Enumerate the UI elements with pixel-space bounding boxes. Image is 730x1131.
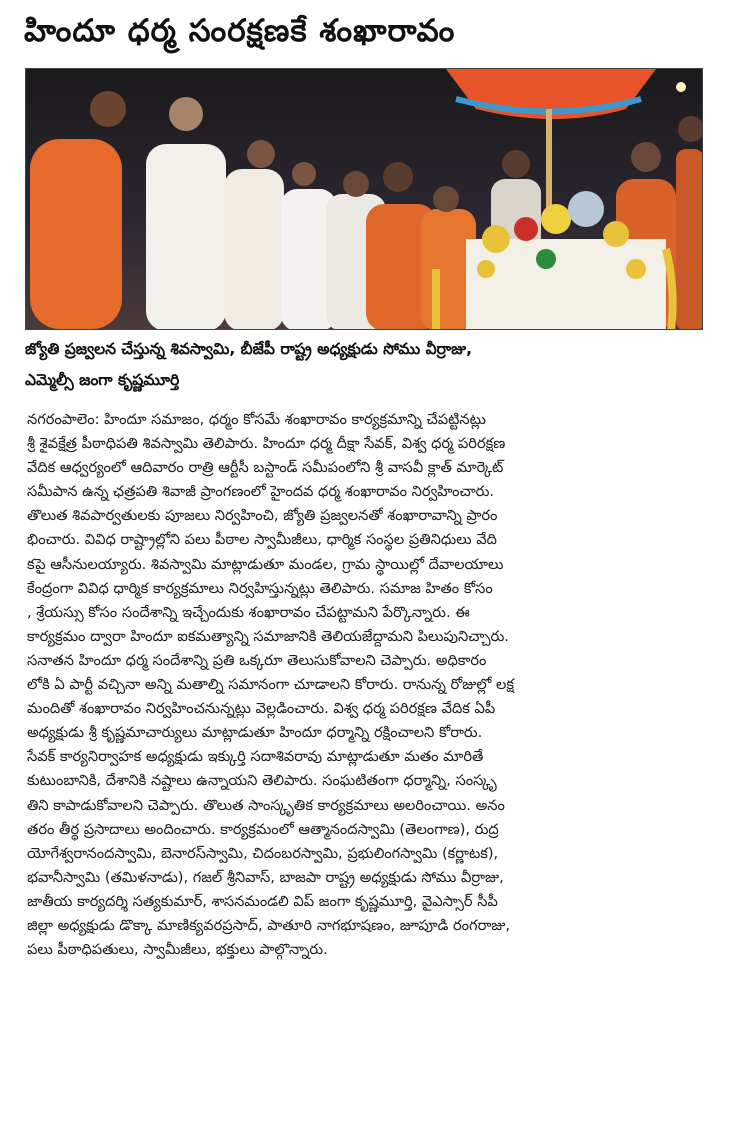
- news-photo: [25, 68, 703, 330]
- photo-illustration: [26, 69, 703, 330]
- body-line: భవానీస్వామి (తమిళనాడు), గజల్ శ్రీనివాస్, బాజపా రాష్ట్ర అధ్యక్షుడు సోము వీర్రాజు,: [27, 868, 504, 886]
- body-line: వేదిక ఆధ్వర్యంలో ఆదివారం రాత్రి ఆర్టీసీ బస్టాండ్ సమీపంలోని శ్రీ వాసవీ క్లాత్ మార్కెట్: [27, 459, 504, 477]
- caption-line: జ్యోతి ప్రజ్వలన చేస్తున్న శివస్వామి, బీజేపీ రాష్ట్ర అధ్యక్షుడు సోము వీర్రాజు,: [25, 340, 473, 358]
- body-line: నగరంపాలెం: హిందూ సమాజం, ధర్మం కోసమే శంఖారావం కార్యక్రమాన్ని చేపట్టినట్లు: [27, 411, 486, 428]
- body-line: యోగేశ్వరానందస్వామి, బెనారస్‌స్వామి, చిదంబరస్వామి, ప్రభులింగస్వామి (కర్ణాటక),: [27, 844, 499, 862]
- body-line: పలు పీఠాధిపతులు, స్వామీజీలు, భక్తులు పాల్గొన్నారు.: [27, 941, 328, 959]
- body-line: అధ్యక్షుడు శ్రీ కృష్ణమాచార్యులు మాట్లాడుతూ హిందూ ధర్మాన్ని రక్షించాలని కోరారు.: [27, 724, 483, 742]
- body-line: , శ్రేయస్సు కోసం సందేశాన్ని ఇచ్చేందుకు శంఖారావం చేపట్టామని పేర్కొన్నారు. ఈ: [27, 603, 470, 621]
- body-line: లోకి ఏ పార్టీ వచ్చినా అన్ని మతాల్ని సమానంగా చూడాలని కోరారు. రానున్న రోజుల్లో లక్ష: [27, 676, 514, 694]
- body-line: కేంద్రంగా వివిధ ధార్మిక కార్యక్రమాలు నిర్వహిస్తున్నట్లు తెలిపారు. సమాజ హితం కోసం: [27, 579, 493, 597]
- body-line: సేవక్ కార్యనిర్వాహక అధ్యక్షుడు ఇక్కుర్తి సదాశివరావు మాట్లాడుతూ మతం మారితే: [27, 748, 484, 766]
- body-line: సనాతన హిందూ ధర్మ సందేశాన్ని ప్రతి ఒక్కరూ తెలుసుకోవాలని చెప్పారు. అధికారం: [27, 651, 487, 669]
- body-line: శ్రీ శైవక్షేత్ర పీఠాధిపతి శివస్వామి తెలిపారు. హిందూ ధర్మ దీక్షా సేవక్, విశ్వ ధర్మ పరిరక్షణ: [27, 435, 506, 453]
- body-line: తొలుత శివపార్వతులకు పూజలు నిర్వహించి, జ్యోతి ప్రజ్వలనతో శంఖారావాన్ని ప్రారం: [27, 507, 498, 525]
- body-line: కుటుంబానికి, దేశానికి నష్టాలు ఉన్నాయని తెలిపారు. సంఘటితంగా ధర్మాన్ని, సంస్కృ: [27, 772, 497, 790]
- body-line: తిని కాపాడుకోవాలని చెప్పారు. తొలుత సాంస్కృతిక కార్యక్రమాలు అలరించాయి. అనం: [27, 796, 505, 814]
- caption-line: ఎమ్మెల్సీ జంగా కృష్ణమూర్తి: [25, 371, 180, 389]
- body-line: భించారు. వివిధ రాష్ట్రాల్లోని పలు పీఠాల స్వామీజీలు, ధార్మిక సంస్థల ప్రతినిధులు వేది: [27, 531, 497, 549]
- body-line: కార్యక్రమం ద్వారా హిందూ ఐకమత్యాన్ని సమాజానికి తెలియజేద్దామని పిలుపునిచ్చారు.: [27, 627, 509, 645]
- body-line: జాతీయ కార్యదర్శి సత్యకుమార్, శాసనమండలి విప్ జంగా కృష్ణమూర్తి, వైఎస్సార్ సీపీ: [27, 892, 498, 910]
- headline: హిందూ ధర్మ సంరక్షణకే శంఖారావం: [24, 13, 456, 49]
- body-line: జిల్లా అధ్యక్షుడు డొక్కా మాణిక్యవరప్రసాద్, పాతూరి నాగభూషణం, జూపూడి రంగరాజు,: [27, 916, 511, 934]
- body-line: కపై ఆసీనులయ్యారు. శివస్వామి మాట్లాడుతూ మండల, గ్రామ స్థాయిల్లో దేవాలయాలు: [27, 555, 504, 573]
- article-body: [27, 408, 705, 962]
- body-line: మందితో శంఖారావం నిర్వహించనున్నట్లు వెల్లడించారు. విశ్వ ధర్మ పరిరక్షణ వేదిక ఏపీ: [27, 700, 496, 718]
- body-line: సమీపాన ఉన్న ఛత్రపతి శివాజీ ప్రాంగణంలో హైందవ ధర్మ శంఖారావం నిర్వహించారు.: [27, 483, 495, 501]
- body-line: తరం తీర్థ ప్రసాదాలు అందించారు. కార్యక్రమంలో ఆత్మానందస్వామి (తెలంగాణ), రుద్ర: [27, 820, 499, 838]
- photo-caption: [25, 334, 705, 396]
